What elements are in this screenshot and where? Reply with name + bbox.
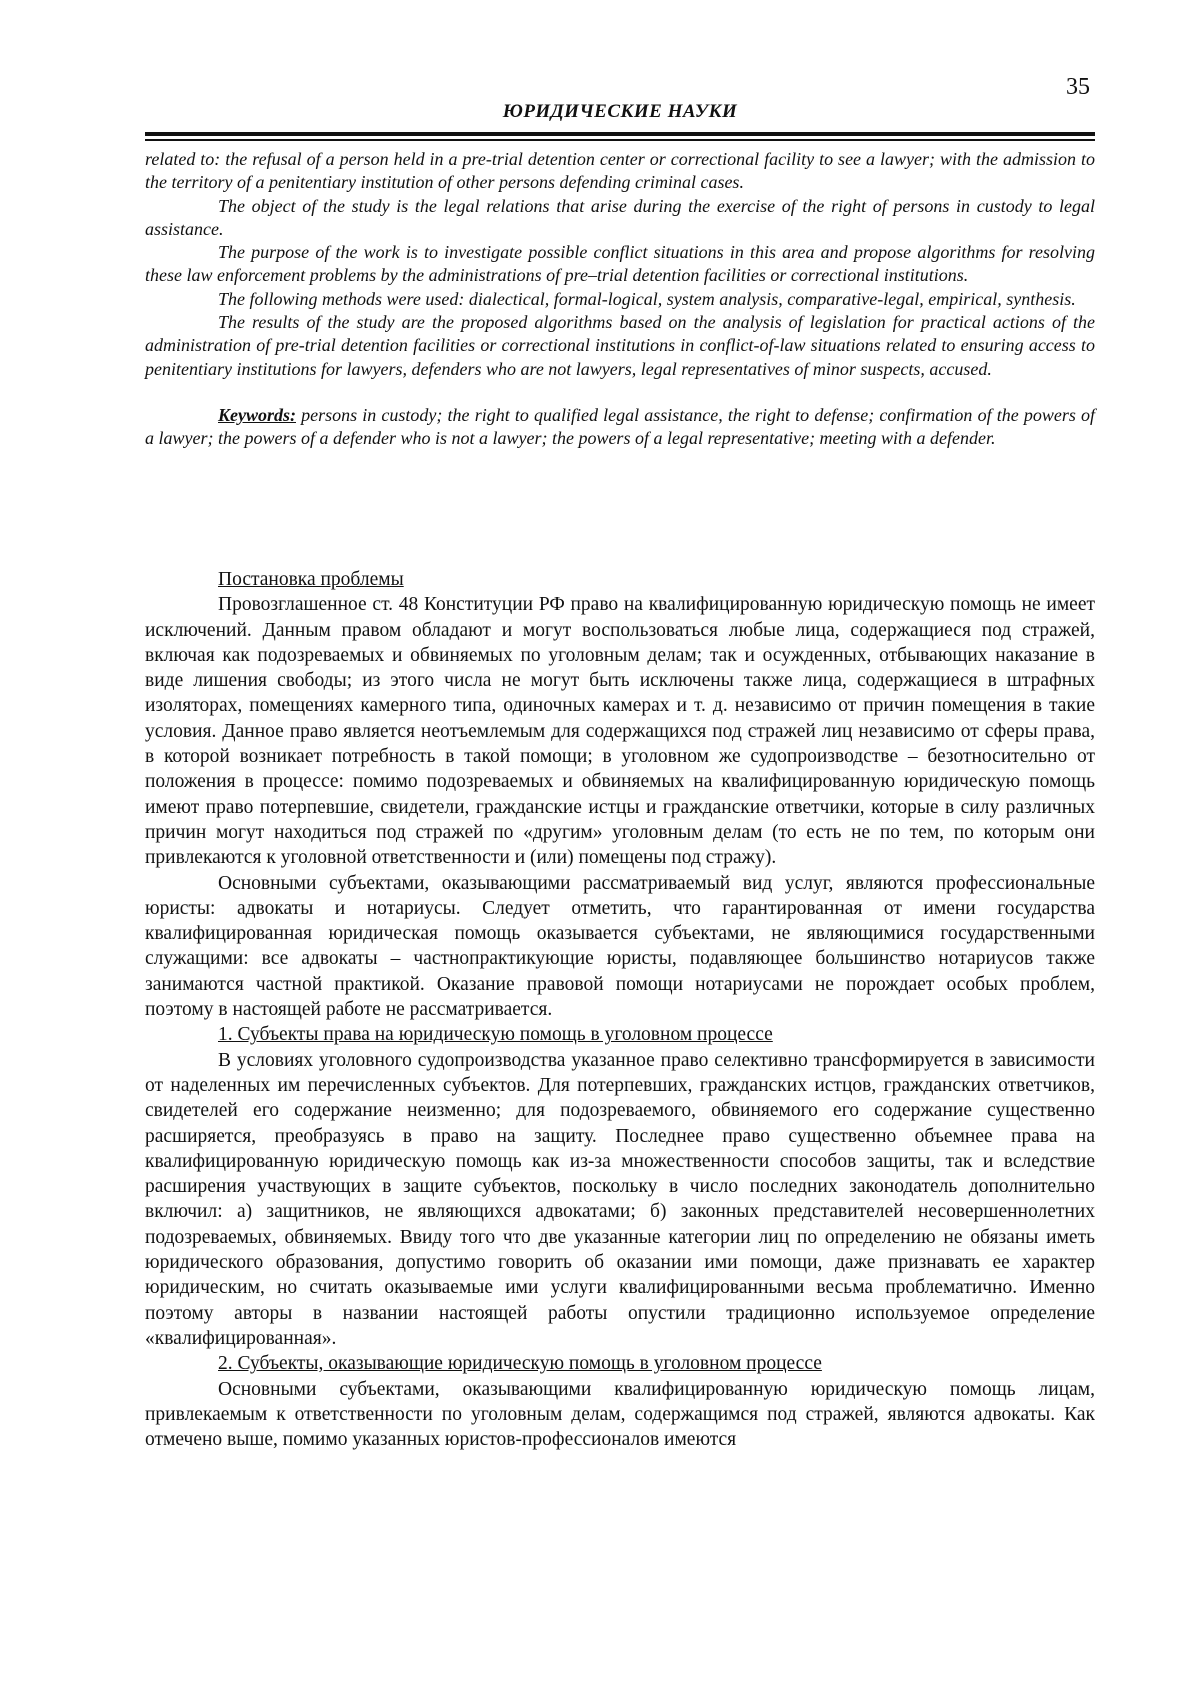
abstract-purpose-paragraph: The purpose of the work is to investigate possible conflict situations in this area and propose algorithms for resolving these law enforcement problems by the administrations of pre–trial detention facilities or correctional institutions. xyxy=(145,241,1095,288)
running-head-title: ЮРИДИЧЕСКИЕ НАУКИ xyxy=(145,101,1095,123)
journal-page xyxy=(0,0,1200,1697)
abstract-paragraph: related to: the refusal of a person held in a pre-trial detention center or correctional facility to see a lawyer; with the admission to the territory of a penitentiary institution of other persons defending criminal cases. xyxy=(145,148,1095,195)
header-rule-thin xyxy=(145,139,1095,141)
keywords-text: persons in custody; the right to qualified legal assistance, the right to defense; confirmation of the powers of a lawyer; the powers of a defender who is not a lawyer; the powers of a legal representative; meeting with a defender. xyxy=(145,405,1095,448)
page-number: 35 xyxy=(1066,74,1090,101)
article-body xyxy=(145,567,1095,1452)
header-rule-thick xyxy=(145,132,1095,136)
abstract-results-paragraph: The results of the study are the proposed algorithms based on the analysis of legislation for practical actions of the administration of pre-trial detention facilities or correctional institutions in conflict-of-law situations related to ensuring access to penitentiary institutions for lawyers, defenders who are not lawyers, legal representatives of minor suspects, accused. xyxy=(145,311,1095,381)
body-paragraph: В условиях уголовного судопроизводства указанное право селективно трансформируется в зависимости от наделенных им перечисленных субъектов. Для потерпевших, гражданских истцов, гражданских ответчиков, свидетелей его содержание неизменно; для подозреваемого, обвиняемого его содержание существенно расширяется, преобразуясь в право на защиту. Последнее право существенно объемнее права на квалифицированную юридическую помощь как из-за множественности способов защиты, так и вследствие расширения участвующих в защите субъектов, поскольку в число последних законодатель дополнительно включил: а) защитников, не являющихся адвокатами; б) законных представителей несовершеннолетних подозреваемых, обвиняемых. Ввиду того что две указанные категории лиц по определению не обязаны иметь юридического образования, допустимо говорить об оказании ими помощи, даже признавать ее характер юридическим, но считать оказываемые ими услуги квалифицированными весьма проблематично. Именно поэтому авторы в названии настоящей работы опустили традиционно используемое определение «квалифицированная». xyxy=(145,1048,1095,1352)
section-heading-2: 2. Субъекты, оказывающие юридическую помощь в уголовном процессе xyxy=(145,1351,1095,1376)
section-heading-problem: Постановка проблемы xyxy=(145,567,1095,592)
section-heading-1: 1. Субъекты права на юридическую помощь в уголовном процессе xyxy=(145,1022,1095,1047)
body-paragraph: Провозглашенное ст. 48 Конституции РФ право на квалифицированную юридическую помощь не имеет исключений. Данным правом обладают и могут воспользоваться любые лица, содержащиеся под стражей, включая как подозреваемых и обвиняемых по уголовным делам; так и осужденных, отбывающих наказание в виде лишения свободы; из этого числа не могут быть исключены также лица, содержащиеся в штрафных изоляторах, помещениях камерного типа, одиночных камерах и т. д. независимо от причин помещения в такие условия. Данное право является неотъемлемым для содержащихся под стражей лиц независимо от сферы права, в которой возникает потребность в такой помощи; в уголовном же судопроизводстве – безотносительно от положения в процессе: помимо подозреваемых и обвиняемых на квалифицированную юридическую помощь имеют право потерпевшие, свидетели, гражданские истцы и гражданские ответчики, которые в силу различных причин могут находиться под стражей по «другим» уголовным делам (то есть не по тем, по которым они привлекаются к уголовной ответственности и (или) помещены под стражу). xyxy=(145,592,1095,870)
body-paragraph: Основными субъектами, оказывающими рассматриваемый вид услуг, являются профессиональные юристы: адвокаты и нотариусы. Следует отметить, что гарантированная от имени государства квалифицированная юридическая помощь оказывается субъектами, не являющимися государственными служащими: все адвокаты – частнопрактикующие юристы, подавляющее большинство нотариусов также занимаются частной практикой. Оказание правовой помощи нотариусами не порождает особых проблем, поэтому в настоящей работе не рассматривается. xyxy=(145,871,1095,1023)
body-paragraph: Основными субъектами, оказывающими квалифицированную юридическую помощь лицам, привлекаемым к ответственности по уголовным делам, содержащимся под стражей, являются адвокаты. Как отмечено выше, помимо указанных юристов-профессионалов имеются xyxy=(145,1377,1095,1453)
english-abstract xyxy=(145,148,1095,451)
abstract-object-paragraph: The object of the study is the legal relations that arise during the exercise of the right of persons in custody to legal assistance. xyxy=(145,195,1095,242)
keywords-label: Keywords: xyxy=(218,405,296,425)
keywords-paragraph xyxy=(145,404,1095,451)
abstract-methods-paragraph: The following methods were used: dialectical, formal-logical, system analysis, comparative-legal, empirical, synthesis. xyxy=(145,288,1095,311)
